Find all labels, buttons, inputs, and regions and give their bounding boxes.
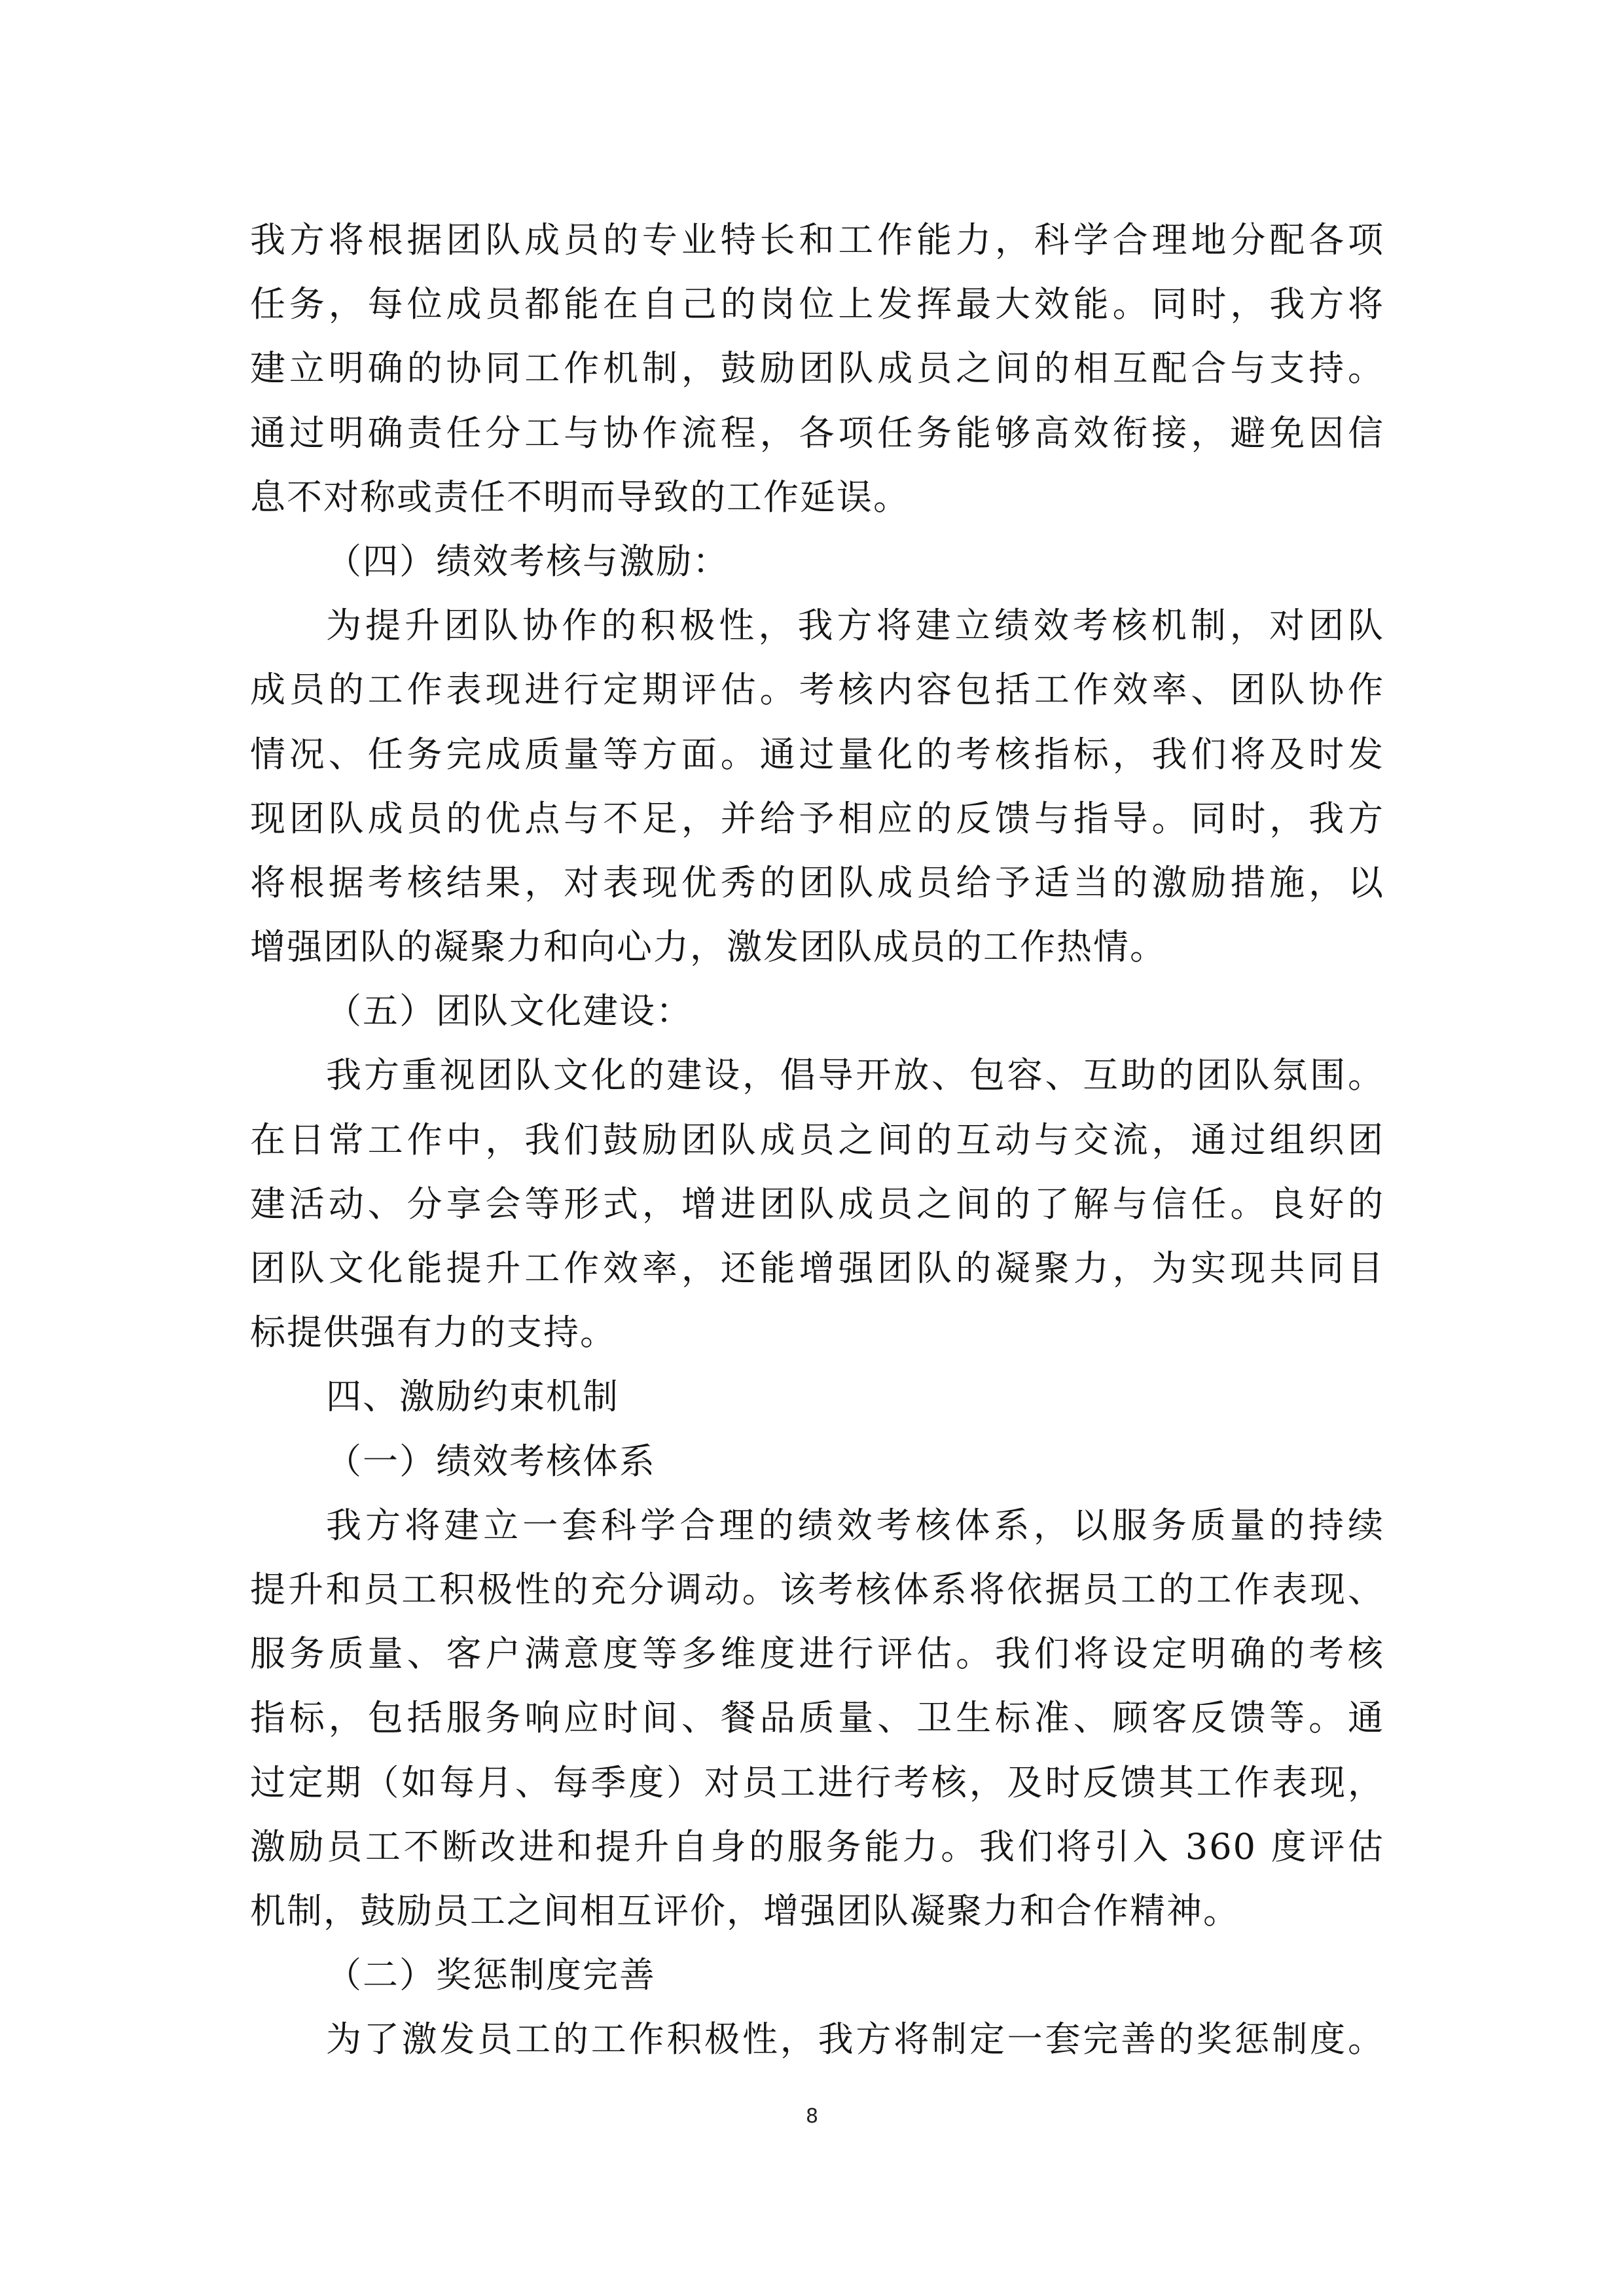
text-line: 情况、任务完成质量等方面。通过量化的考核指标，我们将及时发 <box>250 733 1384 775</box>
text-line: 服务质量、客户满意度等多维度进行评估。我们将设定明确的考核 <box>250 1633 1384 1675</box>
text-line: 我方将建立一套科学合理的绩效考核体系，以服务质量的持续 <box>326 1504 1384 1546</box>
chapter-heading: 四、激励约束机制 <box>326 1376 619 1418</box>
text-line: 机制，鼓励员工之间相互评价，增强团队凝聚力和合作精神。 <box>250 1890 1240 1931</box>
body-text <box>250 208 1384 2072</box>
text-line: 将根据考核结果，对表现优秀的团队成员给予适当的激励措施，以 <box>250 861 1384 903</box>
text-line: 团队文化能提升工作效率，还能增强团队的凝聚力，为实现共同目 <box>250 1247 1384 1289</box>
text-line: 我方将根据团队成员的专业特长和工作能力，科学合理地分配各项 <box>250 219 1384 260</box>
text-line: 现团队成员的优点与不足，并给予相应的反馈与指导。同时，我方 <box>250 797 1384 839</box>
text-line: 成员的工作表现进行定期评估。考核内容包括工作效率、团队协作 <box>250 669 1384 711</box>
text-line: 我方重视团队文化的建设，倡导开放、包容、互助的团队氛围。 <box>326 1054 1384 1096</box>
text-line: 在日常工作中，我们鼓励团队成员之间的互动与交流，通过组织团 <box>250 1119 1384 1160</box>
text-line: 标提供强有力的支持。 <box>250 1312 617 1354</box>
text-line: 息不对称或责任不明而导致的工作延误。 <box>250 476 910 518</box>
text-line: 建活动、分享会等形式，增进团队成员之间的了解与信任。良好的 <box>250 1183 1384 1225</box>
text-line: 指标，包括服务响应时间、餐品质量、卫生标准、顾客反馈等。通 <box>250 1697 1384 1739</box>
text-line: 为提升团队协作的积极性，我方将建立绩效考核机制，对团队 <box>326 605 1384 647</box>
section-heading: （五）团队文化建设： <box>326 990 693 1032</box>
section-heading: （一）绩效考核体系 <box>326 1440 656 1482</box>
text-line: 提升和员工积极性的充分调动。该考核体系将依据员工的工作表现、 <box>250 1568 1384 1610</box>
section-heading: （四）绩效考核与激励： <box>326 540 729 582</box>
text-line: 为了激发员工的工作积极性，我方将制定一套完善的奖惩制度。 <box>326 2018 1384 2060</box>
page-number: 8 <box>805 2105 819 2128</box>
text-line: 增强团队的凝聚力和向心力，激发团队成员的工作热情。 <box>250 926 1166 968</box>
text-line: 任务，每位成员都能在自己的岗位上发挥最大效能。同时，我方将 <box>250 283 1384 325</box>
text-line: 通过明确责任分工与协作流程，各项任务能够高效衔接，避免因信 <box>250 412 1384 454</box>
text-line: 过定期（如每月、每季度）对员工进行考核，及时反馈其工作表现， <box>250 1761 1384 1803</box>
section-heading: （二）奖惩制度完善 <box>326 1954 656 1996</box>
text-line: 激励员工不断改进和提升自身的服务能力。我们将引入 360 度评估 <box>250 1825 1384 1867</box>
text-line: 建立明确的协同工作机制，鼓励团队成员之间的相互配合与支持。 <box>250 348 1384 389</box>
